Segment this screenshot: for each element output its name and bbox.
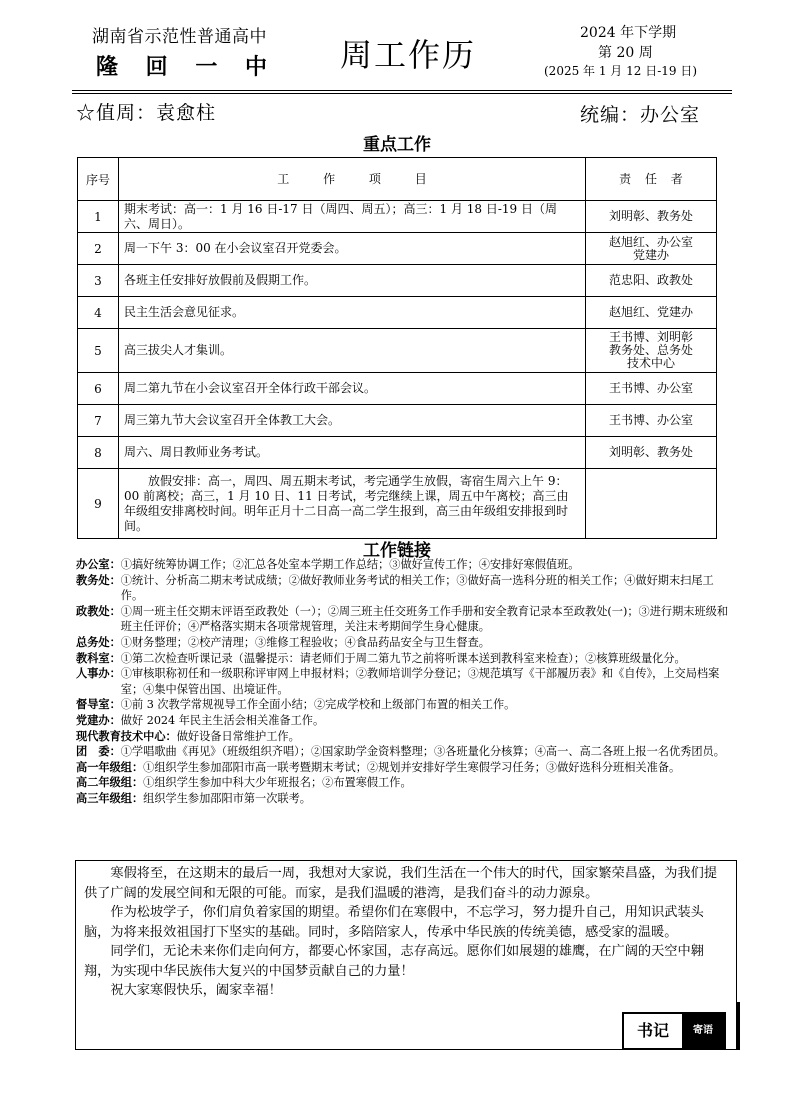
row-owner: 王书博、办公室 <box>586 373 717 405</box>
dept-label: 教科室： <box>76 651 121 665</box>
duty-person <box>76 98 216 125</box>
term-label: 2024 年下学期 <box>580 25 677 41</box>
dept-task: ①第二次检查听课记录（温馨提示：请老师们于周二第九节之前将听课本送到教科室来检查）；②核算班级量化分。 <box>120 651 686 665</box>
dept-task: ①搞好统筹协调工作；②汇总各处室本学期工作总结；③做好宣传工作；④安排好寒假值班。 <box>120 558 580 571</box>
dept-label: 督导室： <box>76 698 121 712</box>
dept-label: 党建办： <box>76 713 121 727</box>
row-item: 周一下午 3：00 在小会议室召开党委会。 <box>119 233 586 265</box>
row-owner: 刘明彰、教务处 <box>586 437 717 469</box>
row-number: 9 <box>78 469 119 539</box>
list-item <box>76 557 736 573</box>
row-number: 8 <box>78 437 119 469</box>
work-links-title: 工作链接 <box>363 541 431 561</box>
message-paragraph: 同学们，无论未来你们走向何方，都要心怀家国，志存高远。愿你们如展翅的雄鹰，在广阔的天空中翱翔，为实现中华民族伟大复兴的中国梦贡献自己的力量！ <box>84 944 704 979</box>
row-item: 期末考试：高一：1 月 16 日-17 日（周四、周五）；高三：1 月 18 日-19 日（周六、周日）。 <box>119 201 586 233</box>
list-item <box>76 729 736 745</box>
row-item: 民主生活会意见征求。 <box>119 297 586 329</box>
dept-label: 教务处： <box>76 573 121 587</box>
message-paragraph: 作为松坡学子，你们肩负着家国的期望。希望你们在寒假中，不忘学习，努力提升自己，用知识武装头脑，为将来报效祖国打下坚实的基础。同时，多陪陪家人，传承中华民族的传统美德，感受家的温暖。 <box>84 905 704 940</box>
column-header-item-text: 工 作 项 目 <box>277 171 427 186</box>
school-name: 湖南省示范性普通高中 <box>92 27 267 47</box>
table-row <box>78 329 717 373</box>
row-owner: 范忠阳、政教处 <box>586 265 717 297</box>
row-owner: 王书博、办公室 <box>586 405 717 437</box>
row-owner: 赵旭红、办公室 党建办 <box>586 233 717 265</box>
row-item: 周三第九节大会议室召开全体教工大会。 <box>119 405 586 437</box>
table-row <box>78 373 717 405</box>
dept-task: ①财务整理；②校产清理；③维修工程验收；④食品药品安全与卫生督查。 <box>120 635 490 649</box>
sign-tag: 寄语 <box>682 1014 724 1048</box>
row-item-text: 放假安排：高一，周四、周五期末考试，考完通学生放假，寄宿生周六上午 9：00 前离校；高三，1 月 10 日、11 日考试，考完继续上课，周五中午离校；高三由年级组安排离校时间。明年正月十二日高一高二学生报到，高三由年级组安排报到时间。 <box>124 473 569 533</box>
list-item <box>76 604 736 635</box>
sign-label: 书记 <box>636 1021 669 1041</box>
document-title: 周工作历 <box>340 36 477 74</box>
header-divider-top <box>72 90 732 91</box>
week-label: 第 20 周 <box>598 45 653 61</box>
compiler-text: 统编：办公室 <box>580 104 701 126</box>
row-number: 6 <box>78 373 119 405</box>
row-item: 周二第九节在小会议室召开全体行政干部会议。 <box>119 373 586 405</box>
work-links-list <box>76 557 736 807</box>
key-work-title: 重点工作 <box>363 135 431 155</box>
dept-label: 办公室： <box>76 558 121 571</box>
dept-task: 做好设备日常维护工作。 <box>176 729 300 743</box>
row-owner: 王书博、刘明彰 教务处、总务处 技术中心 <box>586 329 717 373</box>
signature-accent-bar <box>737 1002 740 1050</box>
table-header-row <box>78 158 717 201</box>
dept-task: ①审核职称初任和一级职称评审网上申报材料；②教师培训学分登记；③规范填写《干部履历表》和《自传》，上交局档案室；④集中保管出国、出境证件。 <box>120 667 720 696</box>
message-paragraph: 祝大家寒假快乐，阖家幸福！ <box>110 983 282 998</box>
table-row <box>78 437 717 469</box>
row-number: 7 <box>78 405 119 437</box>
list-item <box>76 760 736 776</box>
list-item <box>76 775 736 791</box>
message-paragraph: 寒假将至，在这期末的最后一周，我想对大家说，我们生活在一个伟大的时代，国家繁荣昌盛，为我们提供了广阔的发展空间和无限的可能。而家，是我们温暖的港湾，是我们奋斗的动力源泉。 <box>84 866 718 901</box>
dept-label: 高一年级组： <box>76 760 144 774</box>
list-item <box>76 744 736 760</box>
dept-task: ①学唱歌曲《再见》（班级组织齐唱）；②国家助学金资料整理；③各班量化分核算；④高一、高二各班上报一名优秀团员。 <box>120 745 725 759</box>
table-row <box>78 469 717 539</box>
list-item <box>76 573 736 604</box>
dept-label: 高二年级组： <box>76 776 144 790</box>
row-number: 4 <box>78 297 119 329</box>
dept-task: ①组织学生参加中科大少年班报名；②布置寒假工作。 <box>143 776 412 790</box>
list-item <box>76 651 736 667</box>
row-number: 2 <box>78 233 119 265</box>
table-row <box>78 201 717 233</box>
compiler <box>580 100 700 127</box>
list-item <box>76 791 736 807</box>
row-item: 高三拔尖人才集训。 <box>119 329 586 373</box>
list-item <box>76 635 736 651</box>
column-header-item <box>119 158 586 201</box>
dept-task: 组织学生参加邵阳市第一次联考。 <box>143 791 311 805</box>
table-row <box>78 297 717 329</box>
row-owner: 刘明彰、教务处 <box>586 201 717 233</box>
dept-label: 现代教育技术中心： <box>76 729 177 743</box>
secretary-message-box <box>75 860 737 1050</box>
date-range: (2025 年 1 月 12 日-19 日) <box>544 64 698 78</box>
table-row <box>78 233 717 265</box>
row-number: 5 <box>78 329 119 373</box>
dept-label: 人事办： <box>76 667 121 681</box>
secretary-signature-badge <box>622 1012 726 1050</box>
list-item <box>76 713 736 729</box>
row-owner: 赵旭红、党建办 <box>586 297 717 329</box>
list-item <box>76 666 736 697</box>
dept-label: 团 委： <box>76 745 121 759</box>
row-owner <box>586 469 717 539</box>
key-work-table <box>77 157 717 539</box>
dept-task: ①组织学生参加邵阳市高一联考暨期末考试；②规划并安排好学生寒假学习任务；③做好选科分班相关准备。 <box>143 760 681 774</box>
dept-task: ①统计、分析高二期末考试成绩；②做好教师业务考试的相关工作；③做好高一选科分班的相关工作；④做好期末扫尾工作。 <box>120 573 714 603</box>
list-item <box>76 697 736 713</box>
column-header-number: 序号 <box>78 158 119 201</box>
dept-task: ①周一班主任交期末评语至政教处（一）；②周三班主任交班务工作手册和安全教育记录本至政教处(一)；③进行期末班级和班主任评价；④严格落实期末各项常规管理，关注末考期间学生身心健康。 <box>120 604 729 634</box>
dept-label: 政教处： <box>76 604 121 618</box>
dept-task: ①前 3 次教学常规视导工作全面小结；②完成学校和上级部门布置的相关工作。 <box>120 698 516 712</box>
row-item: 周六、周日教师业务考试。 <box>119 437 586 469</box>
row-item: 各班主任安排好放假前及假期工作。 <box>119 265 586 297</box>
row-item <box>119 469 586 539</box>
table-row <box>78 265 717 297</box>
dept-label: 高三年级组： <box>76 791 144 805</box>
column-header-owner <box>586 158 717 201</box>
header-divider-bottom <box>72 93 732 94</box>
duty-text: ☆值周：袁愈柱 <box>76 102 217 124</box>
school-short-name: 隆 回 一 中 <box>96 54 277 80</box>
dept-label: 总务处： <box>76 635 121 649</box>
row-number: 1 <box>78 201 119 233</box>
table-row <box>78 405 717 437</box>
dept-task: 做好 2024 年民主生活会相关准备工作。 <box>120 713 325 727</box>
column-header-owner-text: 责 任 者 <box>619 171 683 186</box>
row-number: 3 <box>78 265 119 297</box>
